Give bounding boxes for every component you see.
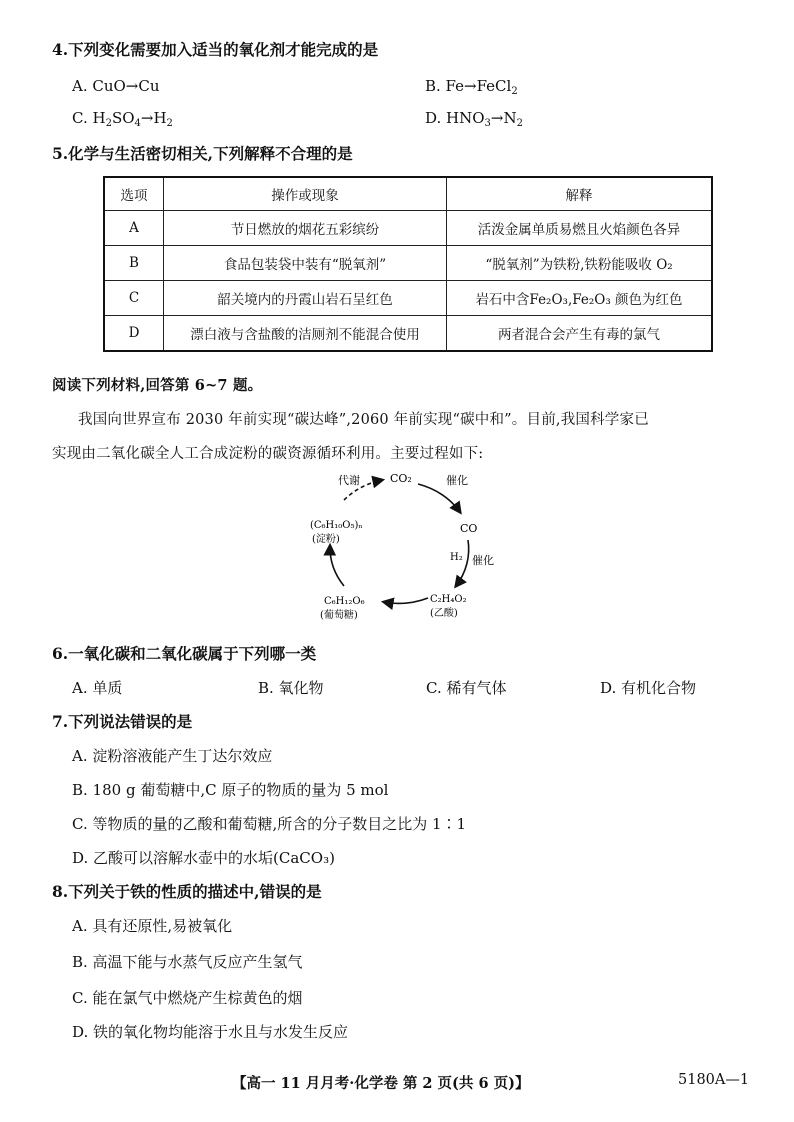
table-header: 选项 (104, 177, 164, 211)
question-4-stem: 4.下列变化需要加入适当的氧化剂才能完成的是 (52, 40, 379, 59)
table-cell: 韶关境内的丹霞山岩石呈红色 (164, 281, 447, 316)
node-starch-name: (淀粉) (312, 534, 340, 545)
q6-option-a: A. 单质 (72, 679, 123, 697)
node-glucose-name: (葡萄糖) (320, 610, 358, 621)
q6-option-c: C. 稀有气体 (426, 679, 507, 697)
reading-intro: 阅读下列材料,回答第 6~7 题。 (52, 377, 263, 394)
label-h2: H₂ (450, 552, 463, 563)
label-catalyst-1: 催化 (446, 474, 468, 487)
label-catalyst-2: 催化 (472, 554, 494, 567)
table-cell: 食品包装袋中装有“脱氧剂” (164, 246, 447, 281)
reading-line-1: 我国向世界宣布 2030 年前实现“碳达峰”,2060 年前实现“碳中和”。目前,我国科学家已 (78, 412, 649, 428)
q4-option-b: B. Fe→FeCl$_2$ (425, 77, 518, 97)
node-acetic-name: (乙酸) (430, 608, 458, 619)
arrow-acetic-to-glucose (384, 598, 428, 603)
q8-option-c: C. 能在氯气中燃烧产生棕黄色的烟 (72, 989, 303, 1007)
node-starch: (C₆H₁₀O₅)ₙ (310, 520, 363, 531)
q6-option-d: D. 有机化合物 (600, 679, 697, 697)
q7-option-d: D. 乙酸可以溶解水壶中的水垢(CaCO₃) (72, 849, 335, 867)
table-cell: 活泼金属单质易燃且火焰颜色各异 (447, 211, 713, 246)
q8-option-d: D. 铁的氧化物均能溶于水且与水发生反应 (72, 1023, 349, 1041)
label-metabolism: 代谢 (338, 474, 360, 487)
table-cell: D (104, 316, 164, 352)
q4-option-d: D. $HNO_3\to N_2$ (425, 109, 523, 129)
node-glucose: C₆H₁₂O₆ (324, 596, 365, 607)
arrow-glucose-to-starch (330, 546, 344, 586)
table-row (104, 281, 712, 316)
q7-option-a: A. 淀粉溶液能产生丁达尔效应 (72, 747, 273, 765)
q5-table (103, 176, 713, 352)
q7-option-c: C. 等物质的量的乙酸和葡萄糖,所含的分子数目之比为 1∶1 (72, 815, 467, 833)
table-cell: 两者混合会产生有毒的氯气 (447, 316, 713, 352)
table-header: 解释 (447, 177, 713, 211)
table-row (104, 246, 712, 281)
table-header: 操作或现象 (164, 177, 447, 211)
q4-option-a: A. CuO→Cu (72, 77, 160, 95)
table-cell: “脱氧剂”为铁粉,铁粉能吸收 O₂ (447, 246, 713, 281)
reading-line-2: 实现由二氧化碳全人工合成淀粉的碳资源循环利用。主要过程如下: (52, 446, 484, 462)
node-co2: CO₂ (390, 472, 412, 485)
table-row (104, 316, 712, 352)
q4-option-c: C. $H_2SO_4\to H_2$ (72, 109, 173, 129)
table-cell: 节日燃放的烟花五彩缤纷 (164, 211, 447, 246)
table-cell: B (104, 246, 164, 281)
question-7-stem: 7.下列说法错误的是 (52, 712, 193, 731)
q7-option-b: B. 180 g 葡萄糖中,C 原子的物质的量为 5 mol (72, 781, 389, 799)
arrow-co2-to-co (418, 484, 460, 512)
table-cell: A (104, 211, 164, 246)
q6-option-b: B. 氧化物 (258, 679, 324, 697)
node-co: CO (460, 522, 478, 535)
arrow-co-to-acetic (456, 540, 469, 586)
table-cell: 岩石中含Fe₂O₃,Fe₂O₃ 颜色为红色 (447, 281, 713, 316)
table-cell: 漂白液与含盐酸的洁厕剂不能混合使用 (164, 316, 447, 352)
q8-option-a: A. 具有还原性,易被氧化 (72, 917, 233, 935)
question-6-stem: 6.一氧化碳和二氧化碳属于下列哪一类 (52, 644, 317, 663)
node-acetic: C₂H₄O₂ (430, 594, 467, 605)
q8-option-b: B. 高温下能与水蒸气反应产生氢气 (72, 953, 303, 971)
page-footer-title: 【高一 11 月月考·化学卷 第 2 页(共 6 页)】 (232, 1075, 530, 1092)
question-8-stem: 8.下列关于铁的性质的描述中,错误的是 (52, 882, 322, 901)
table-header-row (104, 177, 712, 211)
table-cell: C (104, 281, 164, 316)
page-footer-code: 5180A—1 (678, 1072, 750, 1088)
carbon-cycle-diagram (290, 470, 510, 630)
question-5-stem: 5.化学与生活密切相关,下列解释不合理的是 (52, 144, 353, 163)
table-row (104, 211, 712, 246)
